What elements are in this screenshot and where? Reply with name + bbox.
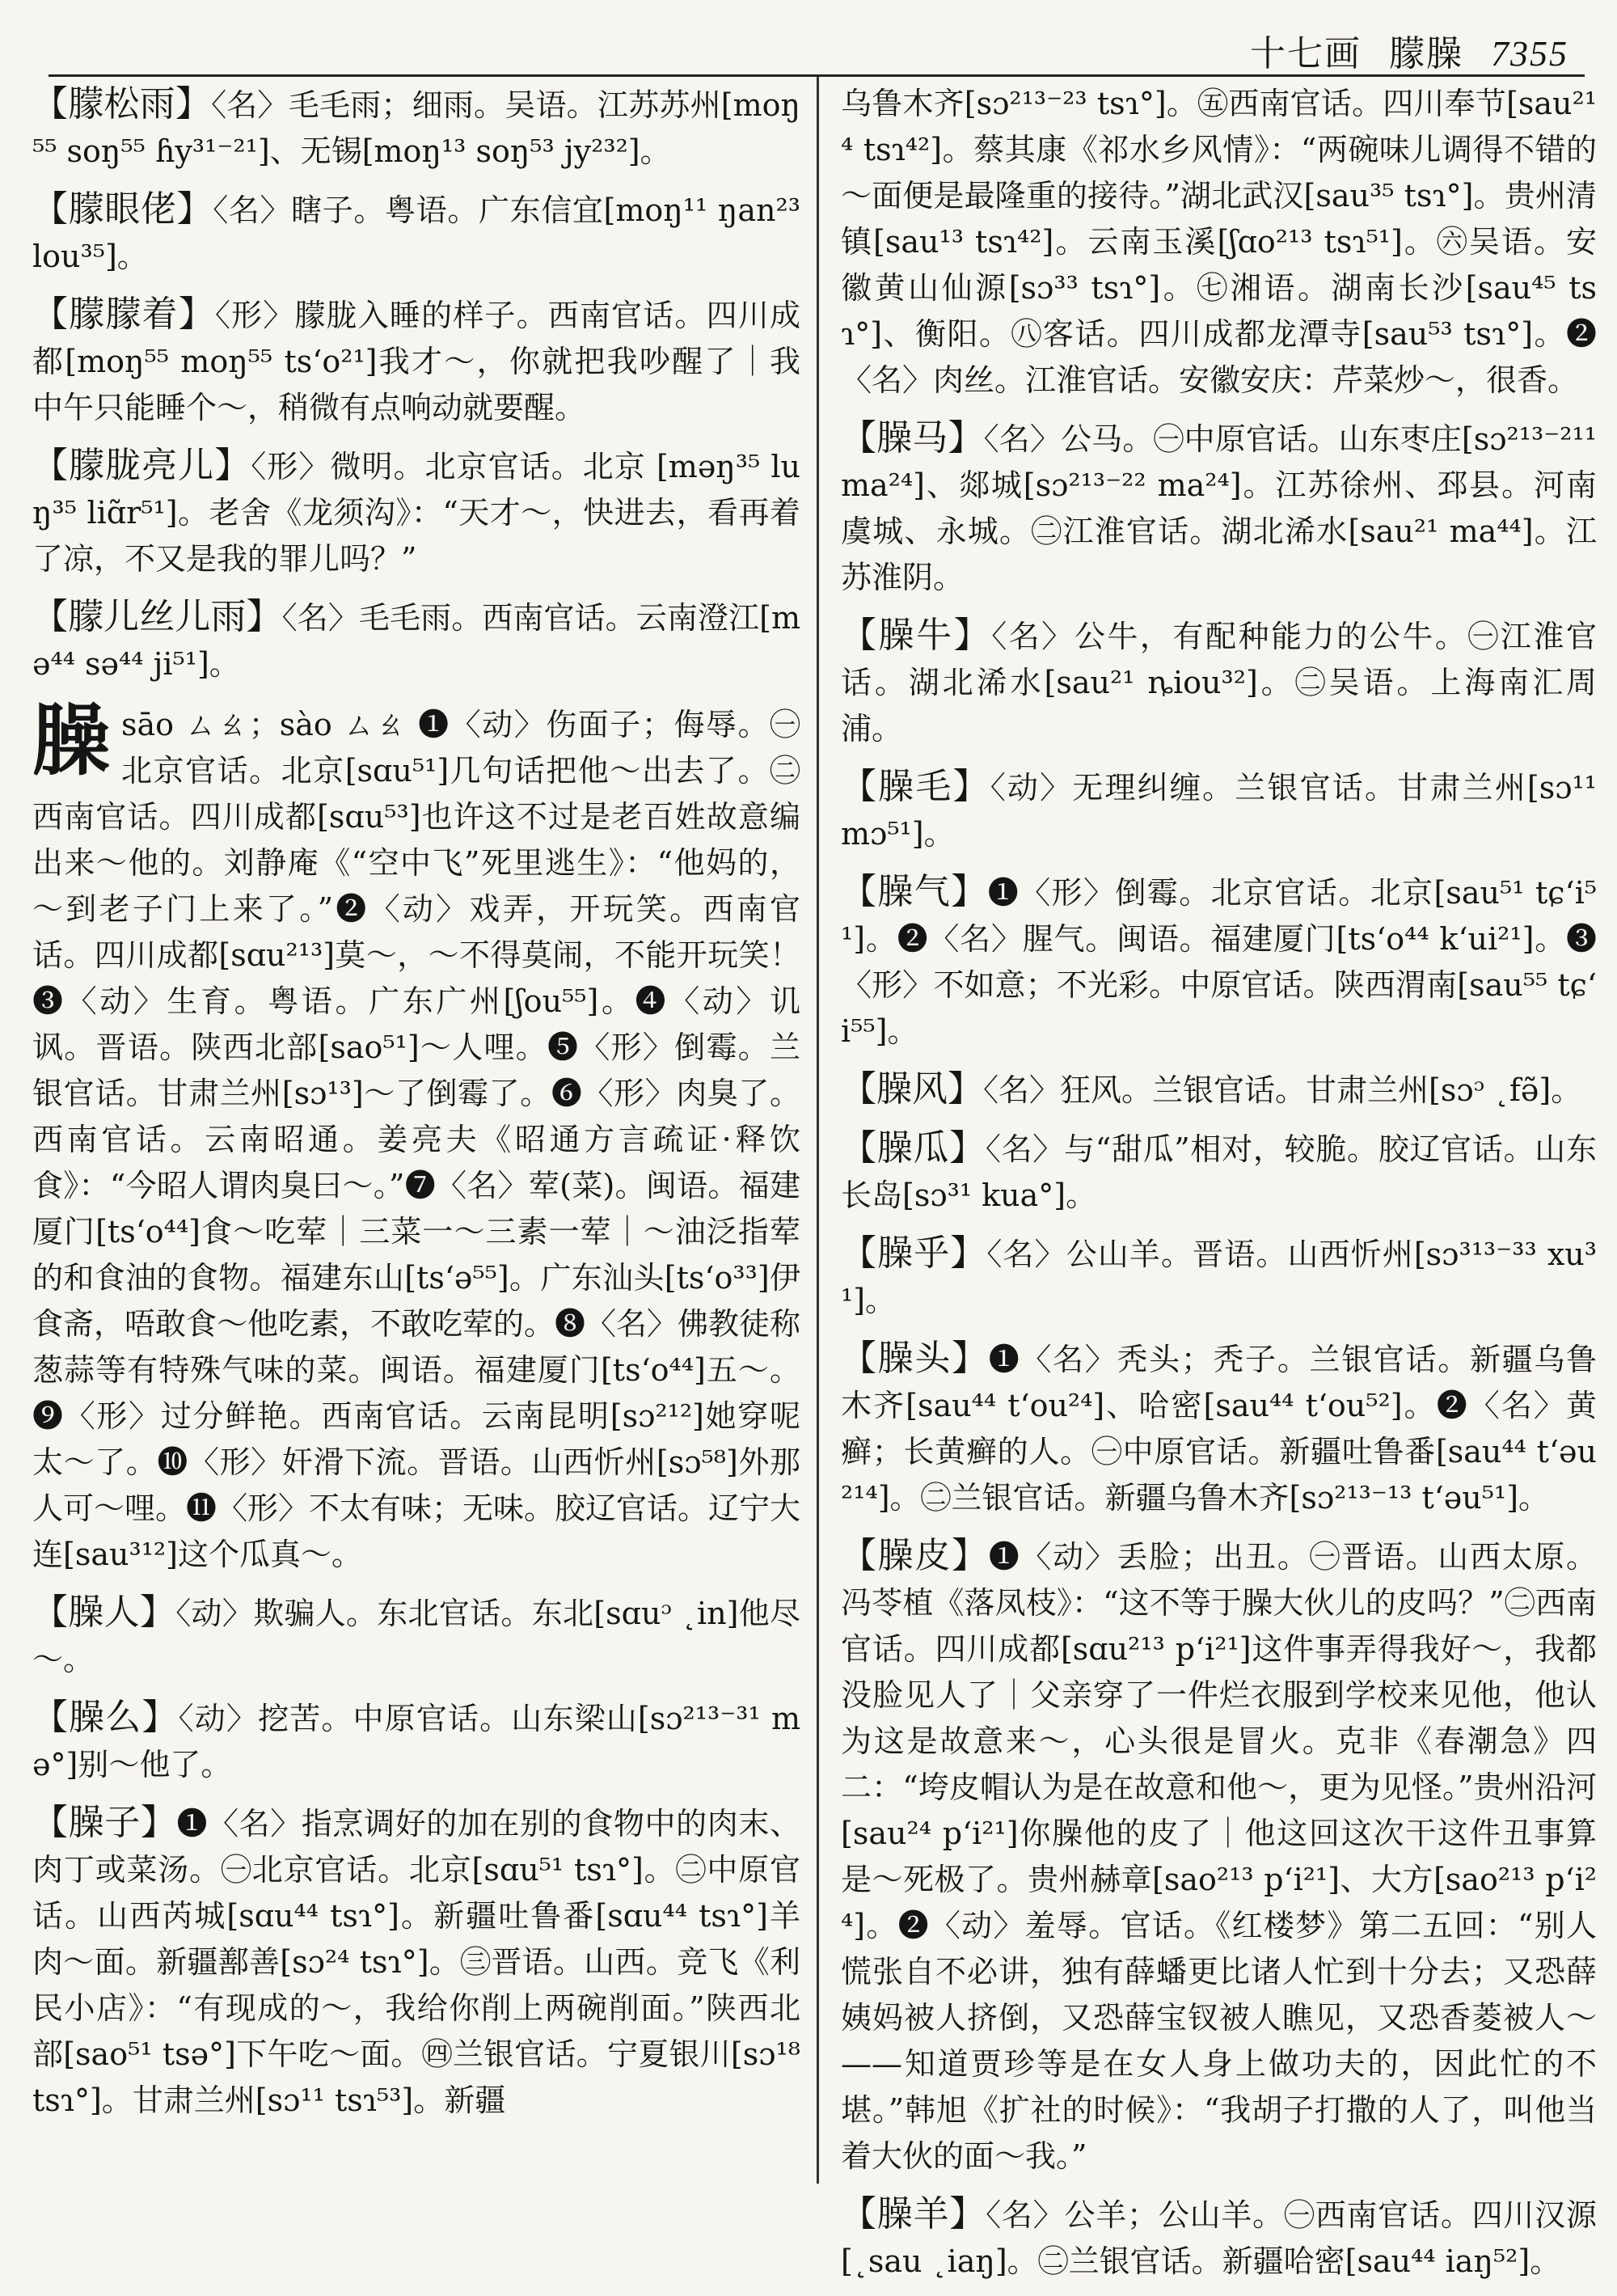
entry-headword: 【臊马】 xyxy=(841,417,984,459)
entry-definition: 〈动〉挖苦。中原官话。山东梁山[sɔ²¹³⁻³¹ mə°]别～他了。 xyxy=(32,1701,800,1782)
page-number: 7355 xyxy=(1491,34,1568,74)
entry-headword: 【朦朦着】 xyxy=(32,294,215,335)
entry-headword: 【臊人】 xyxy=(32,1592,176,1633)
entry-headword: 【朦胧亮儿】 xyxy=(32,445,251,486)
entry-definition: 〈名〉公山羊。晋语。山西忻州[sɔ³¹³⁻³³ xu³¹]。 xyxy=(841,1237,1597,1318)
section-label: 十七画 xyxy=(1250,33,1362,74)
dict-entry xyxy=(32,1694,800,1788)
entry-definition: ❶〈名〉秃头；秃子。兰银官话。新疆乌鲁木齐[sau⁴⁴ tʻou²⁴]、哈密[sau⁴⁴ tʻou⁵²]。❷〈名〉黄癣；长黄癣的人。㊀中原官话。新疆吐鲁番[sau⁴⁴ tʻəu²¹⁴]。㊁兰银官话。新疆乌鲁木齐[sɔ²¹³⁻¹³ tʻəu⁵¹]。 xyxy=(841,1342,1597,1516)
dict-entry xyxy=(32,291,800,431)
entry-definition: 〈名〉瞎子。粤语。广东信宜[moŋ¹¹ ŋan²³ lou³⁵]。 xyxy=(32,192,800,274)
entry-headword: 【臊牛】 xyxy=(841,615,992,656)
dict-entry xyxy=(841,1066,1597,1114)
entry-headword: 【臊子】 xyxy=(32,1802,177,1843)
entry-definition: 〈动〉欺骗人。东北官话。东北[sɑuᵓ ˛in]他尽～。 xyxy=(32,1596,800,1677)
entry-definition: 〈名〉与“甜瓜”相对，较脆。胶辽官话。山东长岛[sɔ³¹ kua°]。 xyxy=(841,1131,1597,1213)
dict-entry xyxy=(32,442,800,582)
dict-entry xyxy=(841,1335,1597,1521)
dict-entry xyxy=(841,2191,1597,2285)
entry-headword: 【臊皮】 xyxy=(841,1535,989,1576)
left-column xyxy=(32,81,800,2135)
guide-chars: 朦臊 xyxy=(1389,33,1463,74)
entry-definition: 〈名〉公羊；公山羊。㊀西南官话。四川汉源[˛sau ˛iaŋ]。㊁兰银官话。新疆哈密[sau⁴⁴ iaŋ⁵²]。 xyxy=(841,2197,1597,2279)
dict-entry xyxy=(32,81,800,175)
character-entry xyxy=(32,695,800,1578)
main-character: 臊 xyxy=(32,695,110,786)
entry-definition: 〈名〉毛毛雨；细雨。吴语。江苏苏州[moŋ⁵⁵ soŋ⁵⁵ ɦy³¹⁻²¹]、无锡[moŋ¹³ soŋ⁵³ jy²³²]。 xyxy=(32,87,800,169)
entry-headword: 【臊瓜】 xyxy=(841,1127,986,1169)
column-divider xyxy=(817,77,819,2184)
dict-entry-continued xyxy=(841,81,1597,404)
entry-headword: 【朦眼佬】 xyxy=(32,188,213,230)
entry-headword: 【朦松雨】 xyxy=(32,83,212,125)
entry-headword: 【臊气】 xyxy=(841,871,988,912)
entry-headword: 【臊乎】 xyxy=(841,1233,987,1274)
entry-definition: 〈名〉公牛，有配种能力的公牛。㊀江淮官话。湖北浠水[sau²¹ ȵiou³²]。㊁吴语。上海南汇周浦。 xyxy=(841,619,1597,746)
entry-headword: 【臊头】 xyxy=(841,1338,989,1379)
entry-headword: 【朦儿丝儿雨】 xyxy=(32,596,282,637)
page-header xyxy=(49,18,1585,77)
dict-entry xyxy=(32,186,800,280)
entry-definition: 〈名〉狂风。兰银官话。甘肃兰州[sɔᵓ ˛fə̃]。 xyxy=(983,1072,1582,1108)
dict-entry xyxy=(841,1230,1597,1324)
entry-definition: 〈动〉无理纠缠。兰银官话。甘肃兰州[sɔ¹¹ mɔ⁵¹]。 xyxy=(841,770,1597,852)
entry-definition: 〈名〉公马。㊀中原官话。山东枣庄[sɔ²¹³⁻²¹¹ ma²⁴]、郯城[sɔ²¹³⁻²² ma²⁴]。江苏徐州、邳县。河南虞城、永城。㊁江淮官话。湖北浠水[sau²¹ ma⁴⁴]。江苏淮阴。 xyxy=(841,421,1597,595)
running-head xyxy=(1250,24,1568,76)
dict-entry xyxy=(32,1589,800,1683)
entry-definition: sāo ㄙㄠ；sào ㄙㄠ ❶〈动〉伤面子；侮辱。㊀北京官话。北京[sɑu⁵¹]几句话把他～出去了。㊁西南官话。四川成都[sɑu⁵³]也许这不过是老百姓故意编出来～他的。刘静庵《“空中飞”死里逃生》：“他妈的，～到老子门上来了。”❷〈动〉戏弄，开玩笑。西南官话。四川成都[sɑu²¹³]莫～，～不得莫闹，不能开玩笑！❸〈动〉生育。粤语。广东广州[ʃou⁵⁵]。❹〈动〉讥讽。晋语。陕西北部[sao⁵¹]～人哩。❺〈形〉倒霉。兰银官话。甘肃兰州[sɔ¹³]～了倒霉了。❻〈形〉肉臭了。西南官话。云南昭通。姜亮夫《昭通方言疏证·释饮食》：“今昭人谓肉臭曰～。”❼〈名〉荤(菜)。闽语。福建厦门[tsʻo⁴⁴]食～吃荤｜三菜一～三素一荤｜～油泛指荤的和食油的食物。福建东山[tsʻə⁵⁵]。广东汕头[tsʻo³³]伊食斋，唔敢食～他吃素，不敢吃荤的。❽〈名〉佛教徒称葱蒜等有特殊气味的菜。闽语。福建厦门[tsʻo⁴⁴]五～。❾〈形〉过分鲜艳。西南官话。云南昆明[sɔ²¹²]她穿呢太～了。❿〈形〉奸滑下流。晋语。山西忻州[sɔ⁵⁸]外那人可～哩。⓫〈形〉不太有味；无味。胶辽官话。辽宁大连[sau³¹²]这个瓜真～。 xyxy=(32,707,800,1572)
entry-definition: ❶〈形〉倒霉。北京官话。北京[sau⁵¹ tɕʻi⁵¹]。❷〈名〉腥气。闽语。福建厦门[tsʻo⁴⁴ kʻui²¹]。❸〈形〉不如意；不光彩。中原官话。陕西渭南[sau⁵⁵ tɕʻi⁵⁵]。 xyxy=(841,875,1597,1049)
dict-entry xyxy=(841,1125,1597,1219)
entry-definition: 〈形〉微明。北京官话。北京 [məŋ³⁵ luŋ³⁵ liɑ̃r⁵¹]。老舍《龙须沟》：“天才～，快进去，看再着了凉，不又是我的罪儿吗？” xyxy=(32,449,800,577)
entry-definition: 〈形〉朦胧入睡的样子。西南官话。四川成都[moŋ⁵⁵ moŋ⁵⁵ tsʻo²¹]我才～，你就把我吵醒了｜我中午只能睡个～，稍微有点响动就要醒。 xyxy=(32,298,800,425)
dict-entry xyxy=(32,1799,800,2124)
entry-headword: 【臊么】 xyxy=(32,1697,179,1738)
dict-entry xyxy=(32,594,800,687)
entry-definition: 乌鲁木齐[sɔ²¹³⁻²³ tsɿ°]。㊄西南官话。四川奉节[sau²¹⁴ tsɿ⁴²]。蔡其康《祁水乡风情》：“两碗味儿调得不错的～面便是最隆重的接待。”湖北武汉[sau³⁵ tsɿ°]。贵州清镇[sau¹³ tsɿ⁴²]。云南玉溪[ʃɑo²¹³ tsɿ⁵¹]。㊅吴语。安徽黄山仙源[sɔ³³ tsɿ°]。㊆湘语。湖南长沙[sau⁴⁵ tsɿ°]、衡阳。㊇客话。四川成都龙潭寺[sau⁵³ tsɿ°]。❷〈名〉肉丝。江淮官话。安徽安庆：芹菜炒～，很香。 xyxy=(841,86,1597,398)
dict-entry xyxy=(841,612,1597,752)
dict-entry xyxy=(841,869,1597,1055)
entry-definition: ❶〈动〉丢脸；出丑。㊀晋语。山西太原。冯苓植《落凤枝》：“这不等于臊大伙儿的皮吗？”㊁西南官话。四川成都[sɑu²¹³ pʻi²¹]这件事弄得我好～，我都没脸见人了｜父亲穿了一件烂衣服到学校来见他，他认为这是故意来～，心头很是冒火。克非《春潮急》四二：“垮皮帽认为是在故意和他～，更为见怪。”贵州沿河[sau²⁴ pʻi²¹]你臊他的皮了｜他这回这次干这件丑事算是～死极了。贵州赫章[sao²¹³ pʻi²¹]、大方[sao²¹³ pʻi²⁴]。❷〈动〉羞辱。官话。《红楼梦》第二五回：“别人慌张自不必讲，独有薛蟠更比诸人忙到十分去；又恐薛姨妈被人挤倒，又恐薛宝钗被人瞧见，又恐香菱被人～——知道贾珍等是在女人身上做功夫的，因此忙的不堪。”韩旭《扩社的时候》：“我胡子打撒的人了，叫他当着大伙的面～我。” xyxy=(841,1539,1597,2174)
right-column xyxy=(841,81,1597,2296)
entry-headword: 【臊毛】 xyxy=(841,766,990,807)
dict-entry xyxy=(841,415,1597,601)
entry-definition: ❶〈名〉指烹调好的加在别的食物中的肉末、肉丁或菜汤。㊀北京官话。北京[sɑu⁵¹ tsɿ°]。㊁中原官话。山西芮城[sɑu⁴⁴ tsɿ°]。新疆吐鲁番[sɑu⁴⁴ tsɿ°]羊肉～面。新疆鄯善[sɔ²⁴ tsɿ°]。㊂晋语。山西。竞飞《利民小店》：“有现成的～，我给你削上两碗削面。”陕西北部[sao⁵¹ tsə°]下午吃～面。㊃兰银官话。宁夏银川[sɔ¹⁸ tsɿ°]。甘肃兰州[sɔ¹¹ tsɿ⁵³]。新疆 xyxy=(32,1806,800,2118)
entry-definition: 〈名〉毛毛雨。西南官话。云南澄江[mə⁴⁴ sə⁴⁴ ji⁵¹]。 xyxy=(32,600,800,682)
dict-entry xyxy=(841,1533,1597,2180)
entry-headword: 【臊风】 xyxy=(841,1068,983,1110)
dict-entry xyxy=(841,763,1597,857)
entry-headword: 【臊羊】 xyxy=(841,2193,986,2235)
